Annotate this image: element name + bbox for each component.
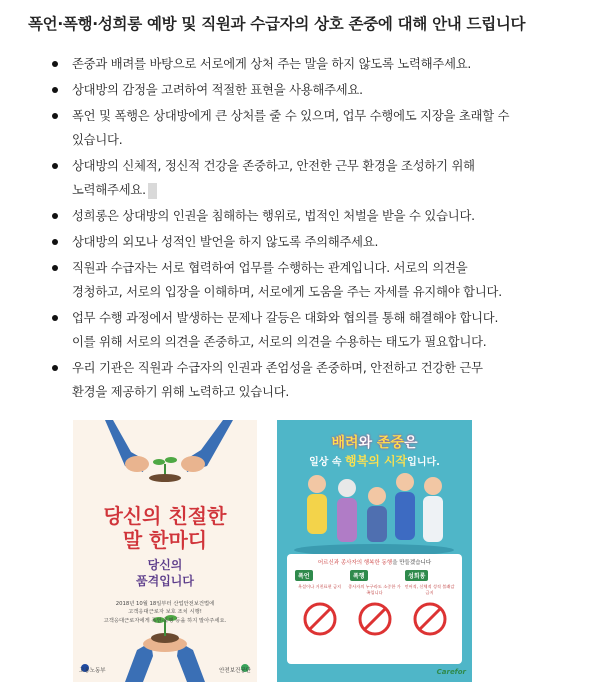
item-text: 업무 수행 과정에서 발생하는 문제나 갈등은 대화와 협의를 통해 해결해야 합니다. xyxy=(72,311,499,325)
poster-respect xyxy=(277,420,472,682)
prohibition-tag: 폭언 xyxy=(295,570,313,581)
prohibition-tag: 폭행 xyxy=(350,570,368,581)
poster-headline-1: 당신의 친절한 xyxy=(103,504,227,528)
item-text: 상대방의 신체적, 정신적 건강을 존중하고, 안전한 근무 환경을 조성하기 위해 xyxy=(72,159,475,173)
item-text-cont: 경청하고, 서로의 입장을 이해하며, 서로에게 도움을 주는 자세를 유지해야 합니다. xyxy=(72,285,502,299)
list-item xyxy=(52,306,552,354)
prohibition-violence xyxy=(348,570,401,658)
item-text: 상대방의 외모나 성적인 발언을 하지 않도록 주의해주세요. xyxy=(72,235,379,249)
item-text: 직원과 수급자는 서로 협력하여 업무를 수행하는 관계입니다. 서로의 의견을 xyxy=(72,261,468,275)
prohibition-verbal xyxy=(293,570,346,658)
prohibition-desc: 언어적, 신체적 성적 불쾌감 금지 xyxy=(404,584,455,595)
poster-note-2: 고객응대근로자 보호 조치 시행! xyxy=(128,609,202,615)
item-text: 폭언 및 폭행은 상대방에게 큰 상처를 줄 수 있으며, 업무 수행에도 지장을 초래할 수 xyxy=(72,109,510,123)
ban-icon xyxy=(358,602,392,636)
headline-end: 은 xyxy=(404,435,418,451)
poster-note-1: 2018년 10월 18일부터 산업안전보건법에 xyxy=(115,601,215,607)
list-item xyxy=(52,256,552,304)
list-item xyxy=(52,52,552,76)
list-item xyxy=(52,230,552,254)
prohibition-panel xyxy=(287,554,462,664)
brand-logo: Carefor xyxy=(436,668,466,676)
item-text: 성희롱은 상대방의 인권을 침해하는 행위로, 법적인 처벌을 받을 수 있습니다. xyxy=(72,209,475,223)
poster-note-3: 고객응대근로자에게 폭언·폭행 등을 하지 말아주세요. xyxy=(103,618,227,624)
item-text-cont: 환경을 제공하기 위해 노력하고 있습니다. xyxy=(72,385,290,399)
panel-title xyxy=(287,558,462,566)
item-text-cont: 이를 위해 서로의 의견을 존중하고, 서로의 의견을 수용하는 태도가 필요합니다. xyxy=(72,335,487,349)
headline-join: 와 xyxy=(358,435,377,451)
sub-start: 일상 속 xyxy=(309,457,346,468)
item-text-cont: 있습니다. xyxy=(72,133,123,147)
poster-kind-words xyxy=(73,420,257,682)
prohibition-tag: 성희롱 xyxy=(405,570,428,581)
item-text-cont: 노력해주세요. xyxy=(72,183,146,197)
list-item xyxy=(52,154,552,202)
prohibition-desc: 종사자의 누구라도 소중한 가족입니다 xyxy=(348,584,401,595)
item-text: 상대방의 감정을 고려하여 적절한 표현을 사용해주세요. xyxy=(72,83,363,97)
panel-title-red: 어르신과 종사자의 행복한 동행 xyxy=(317,560,393,566)
poster-headline-2: 말 한마디 xyxy=(122,528,208,552)
ban-icon xyxy=(413,602,447,636)
people-illustration xyxy=(277,466,472,556)
poster-sub-1: 당신의 xyxy=(147,558,183,572)
list-item xyxy=(52,356,552,404)
page-title: 폭언·폭행·성희롱 예방 및 직원과 수급자의 상호 존중에 대해 안내 드립니다 xyxy=(28,15,526,33)
list-item xyxy=(52,204,552,228)
headline-word-2: 존중 xyxy=(376,435,404,451)
item-text: 존중과 배려를 바탕으로 서로에게 상처 주는 말을 하지 않도록 노력해주세요. xyxy=(72,57,472,71)
text-cursor-highlight xyxy=(148,183,157,199)
list-item xyxy=(52,78,552,102)
prohibition-harassment xyxy=(403,570,456,658)
ministry-logo: 고용노동부 xyxy=(79,668,106,674)
headline-word-1: 배려 xyxy=(331,435,359,451)
prohibition-desc: 욕설이나 거친표현 금지 xyxy=(297,584,342,589)
kosha-logo: 안전보건공단 xyxy=(219,668,251,674)
list-item xyxy=(52,104,552,152)
panel-title-rest: 을 만들겠습니다 xyxy=(392,560,432,566)
item-text: 우리 기관은 직원과 수급자의 인권과 존엄성을 존중하며, 안전하고 건강한 근무 xyxy=(72,361,483,375)
sub-accent: 행복의 시작 xyxy=(345,454,408,468)
ban-icon xyxy=(303,602,337,636)
sub-end: 입니다. xyxy=(407,457,440,468)
poster-sub-2: 품격입니다 xyxy=(136,574,194,588)
poster-headline xyxy=(277,432,472,452)
guideline-list xyxy=(52,52,552,406)
